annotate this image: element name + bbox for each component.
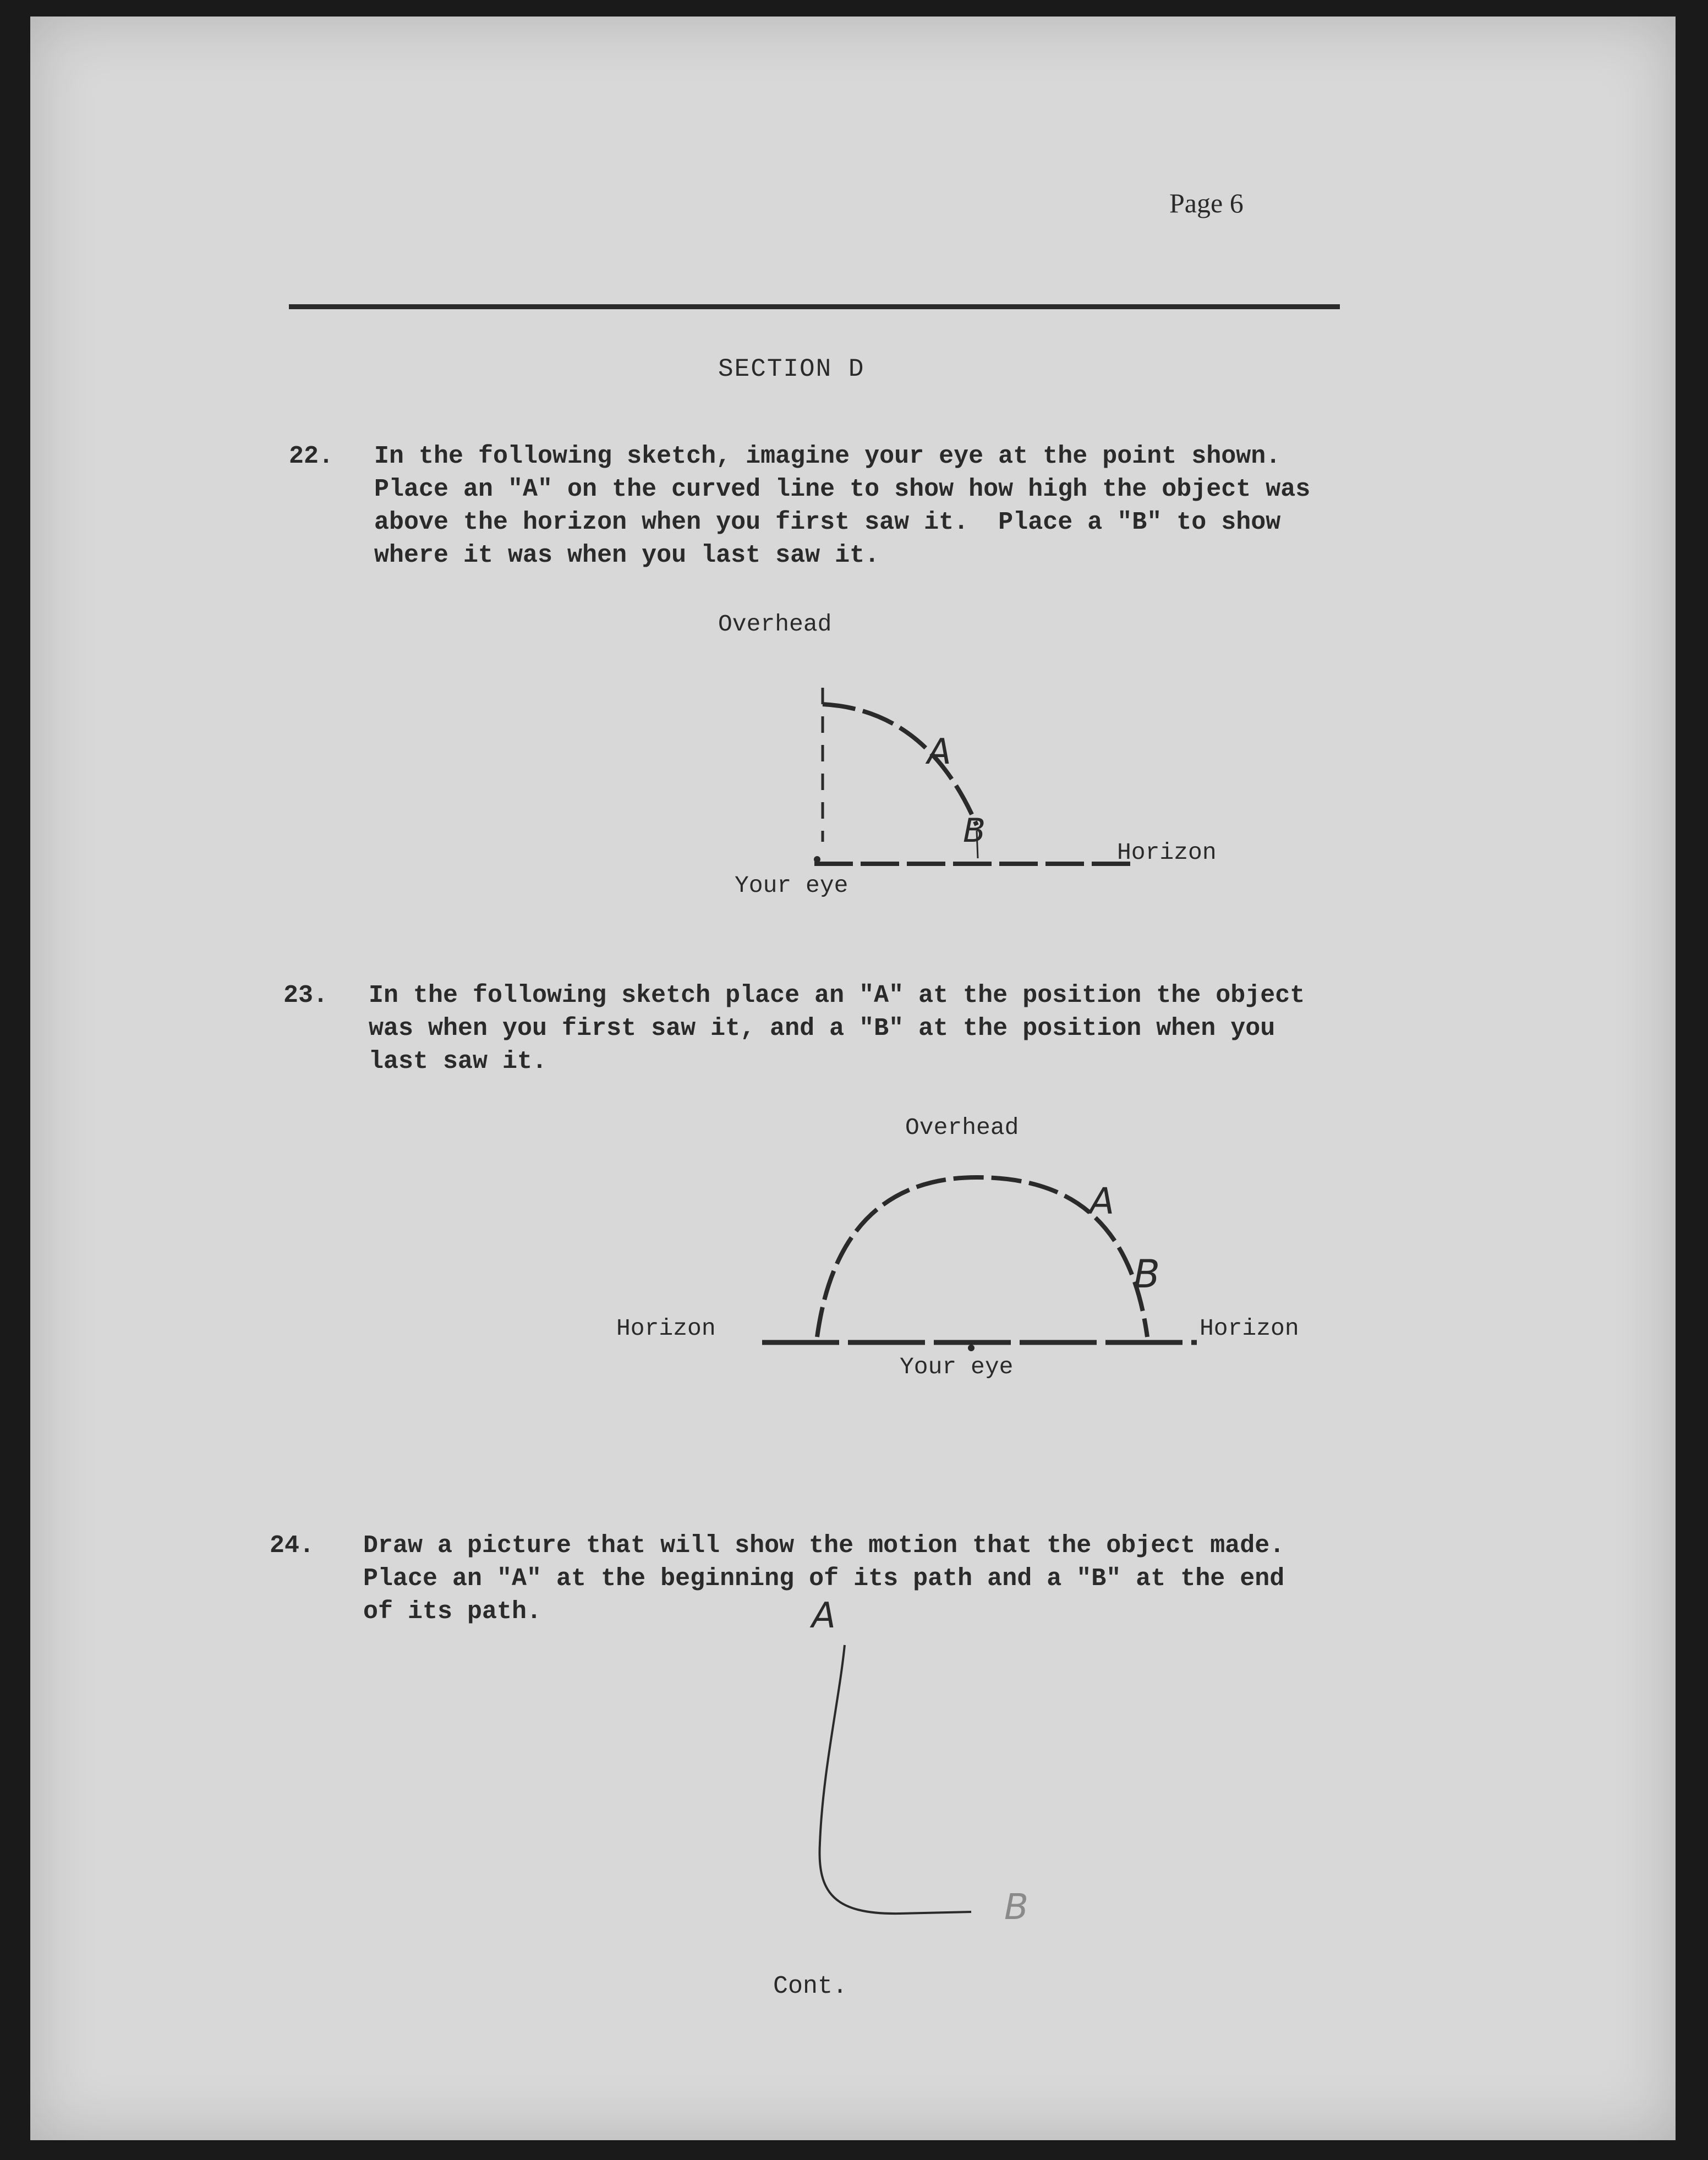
answer-a-mark: A [1090,1180,1115,1222]
eye-point [814,856,820,863]
overhead-label: Overhead [905,1114,1019,1141]
answer-b-mark: B [1004,1887,1028,1928]
continued-note: Cont. [773,1972,848,2000]
horizontal-rule [289,304,1340,309]
question-text-line: of its path. [363,1598,542,1626]
semicircle-arc-diagram [757,1150,1252,1370]
question-text-line: Draw a picture that will show the motion that the object made. [363,1532,1285,1560]
answer-b-mark: B [1134,1252,1160,1297]
eye-point [968,1345,975,1351]
page-number: Page 6 [1169,188,1244,218]
answer-b-mark: B [963,812,986,850]
motion-path [819,1645,971,1914]
question-text-line: Place an "A" on the curved line to show how high the object was [374,475,1311,503]
question-text-line: Place an "A" at the beginning of its path and a "B" at the end [363,1565,1285,1593]
document-page [30,17,1676,2140]
answer-a-mark: A [927,732,951,772]
question-text-line: In the following sketch, imagine your eye at the point shown. [374,442,1281,470]
horizon-label: Horizon [1117,839,1217,866]
your-eye-label: Your eye [900,1353,1014,1380]
question-text-line: where it was when you last saw it. [374,541,880,569]
section-heading: SECTION D [718,355,865,383]
question-number: 23. [283,982,329,1010]
overhead-label: Overhead [718,611,832,638]
quarter-arc [823,704,977,825]
question-text-line: was when you first saw it, and a "B" at the position when you [369,1015,1275,1043]
question-text-line: last saw it. [369,1048,548,1076]
horizon-right-label: Horizon [1200,1315,1299,1342]
your-eye-label: Your eye [735,872,848,899]
quarter-arc-diagram [762,677,1147,897]
horizon-left-label: Horizon [616,1315,716,1342]
question-text-line: above the horizon when you first saw it. Place a "B" to show [374,508,1281,536]
question-text-line: In the following sketch place an "A" at the position the object [369,982,1305,1010]
question-number: 22. [289,442,334,470]
answer-a-mark: A [812,1596,836,1636]
question-number: 24. [270,1532,315,1560]
